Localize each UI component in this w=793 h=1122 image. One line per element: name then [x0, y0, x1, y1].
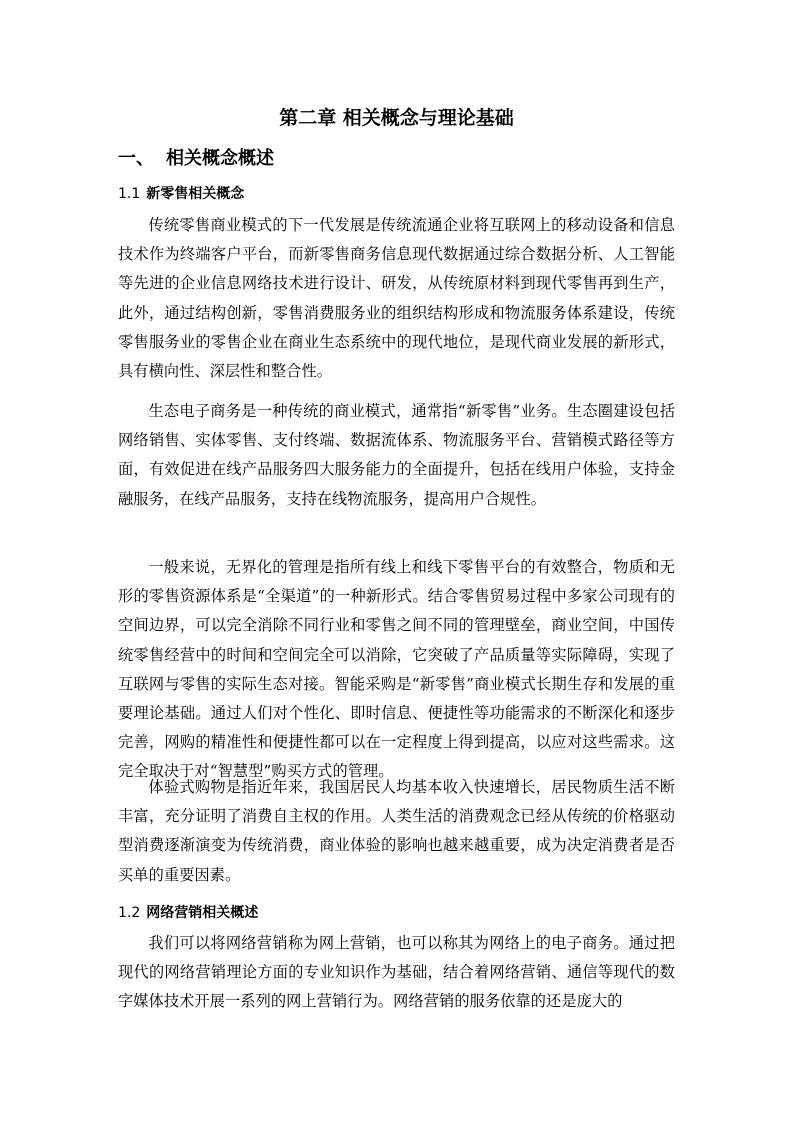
- section-number: 一、: [118, 148, 154, 169]
- paragraph: 生态电子商务是一种传统的商业模式，通常指“新零售”业务。生态圈建设包括网络销售、实体零售、支付终端、数据流体系、物流服务平台、营销模式路径等方面，有效促进在线产品服务四大服务能力的全面提升，包括在线用户体验，支持金融服务，在线产品服务，支持在线物流服务，提高用户合规性。: [118, 402, 675, 508]
- chapter-title: 第二章 相关概念与理论基础: [279, 107, 514, 129]
- subsection-title: 网络营销相关概述: [146, 905, 259, 921]
- section-title: 相关概念概述: [166, 148, 274, 169]
- paragraph: 一般来说，无界化的管理是指所有线上和线下零售平台的有效整合，物质和无形的零售资源体系是“全渠道”的一种新形式。结合零售贸易过程中多家公司现有的空间边界，可以完全消除不同行业和零售之间不同的管理壁垒，商业空间，中国传统零售经营中的时间和空间完全可以消除，它突破了产品质量等实际障碍，实现了互联网与零售的实际生态对接。智能采购是“新零售”商业模式长期生存和发展的重要理论基础。通过人们对个性化、即时信息、便捷性等功能需求的不断深化和逐步完善，网购的精准性和便捷性都可以在一定程度上得到提高，以应对这些需求。这完全取决于对“智慧型”购买方式的管理。: [118, 558, 675, 781]
- paragraph: 体验式购物是指近年来，我国居民人均基本收入快速增长，居民物质生活不断丰富，充分证明了消费自主权的作用。人类生活的消费观念已经从传统的价格驱动型消费逐渐演变为传统消费，商业体验的影响也越来越重要，成为决定消费者是否买单的重要因素。: [118, 778, 675, 884]
- subsection-title: 新零售相关概念: [146, 186, 245, 202]
- section-heading: [118, 145, 274, 173]
- subsection-number: 1.2: [118, 905, 141, 921]
- subsection-number: 1.1: [118, 186, 141, 202]
- paragraph: 传统零售商业模式的下一代发展是传统流通企业将互联网上的移动设备和信息技术作为终端客户平台，而新零售商务信息现代数据通过综合数据分析、人工智能等先进的企业信息网络技术进行设计、研发，从传统原材料到现代零售再到生产，此外，通过结构创新，零售消费服务业的组织结构形成和物流服务体系建设，传统零售服务业的零售企业在商业生态系统中的现代地位，是现代商业发展的新形式，具有横向性、深层性和整合性。: [118, 216, 675, 381]
- subsection-heading-1-2: [118, 901, 258, 925]
- subsection-heading-1-1: [118, 182, 244, 206]
- paragraph: 我们可以将网络营销称为网上营销，也可以称其为网络上的电子商务。通过把现代的网络营销理论方面的专业知识作为基础，结合着网络营销、通信等现代的数字媒体技术开展一系列的网上营销行为。网络营销的服务依靠的还是庞大的: [118, 934, 675, 1011]
